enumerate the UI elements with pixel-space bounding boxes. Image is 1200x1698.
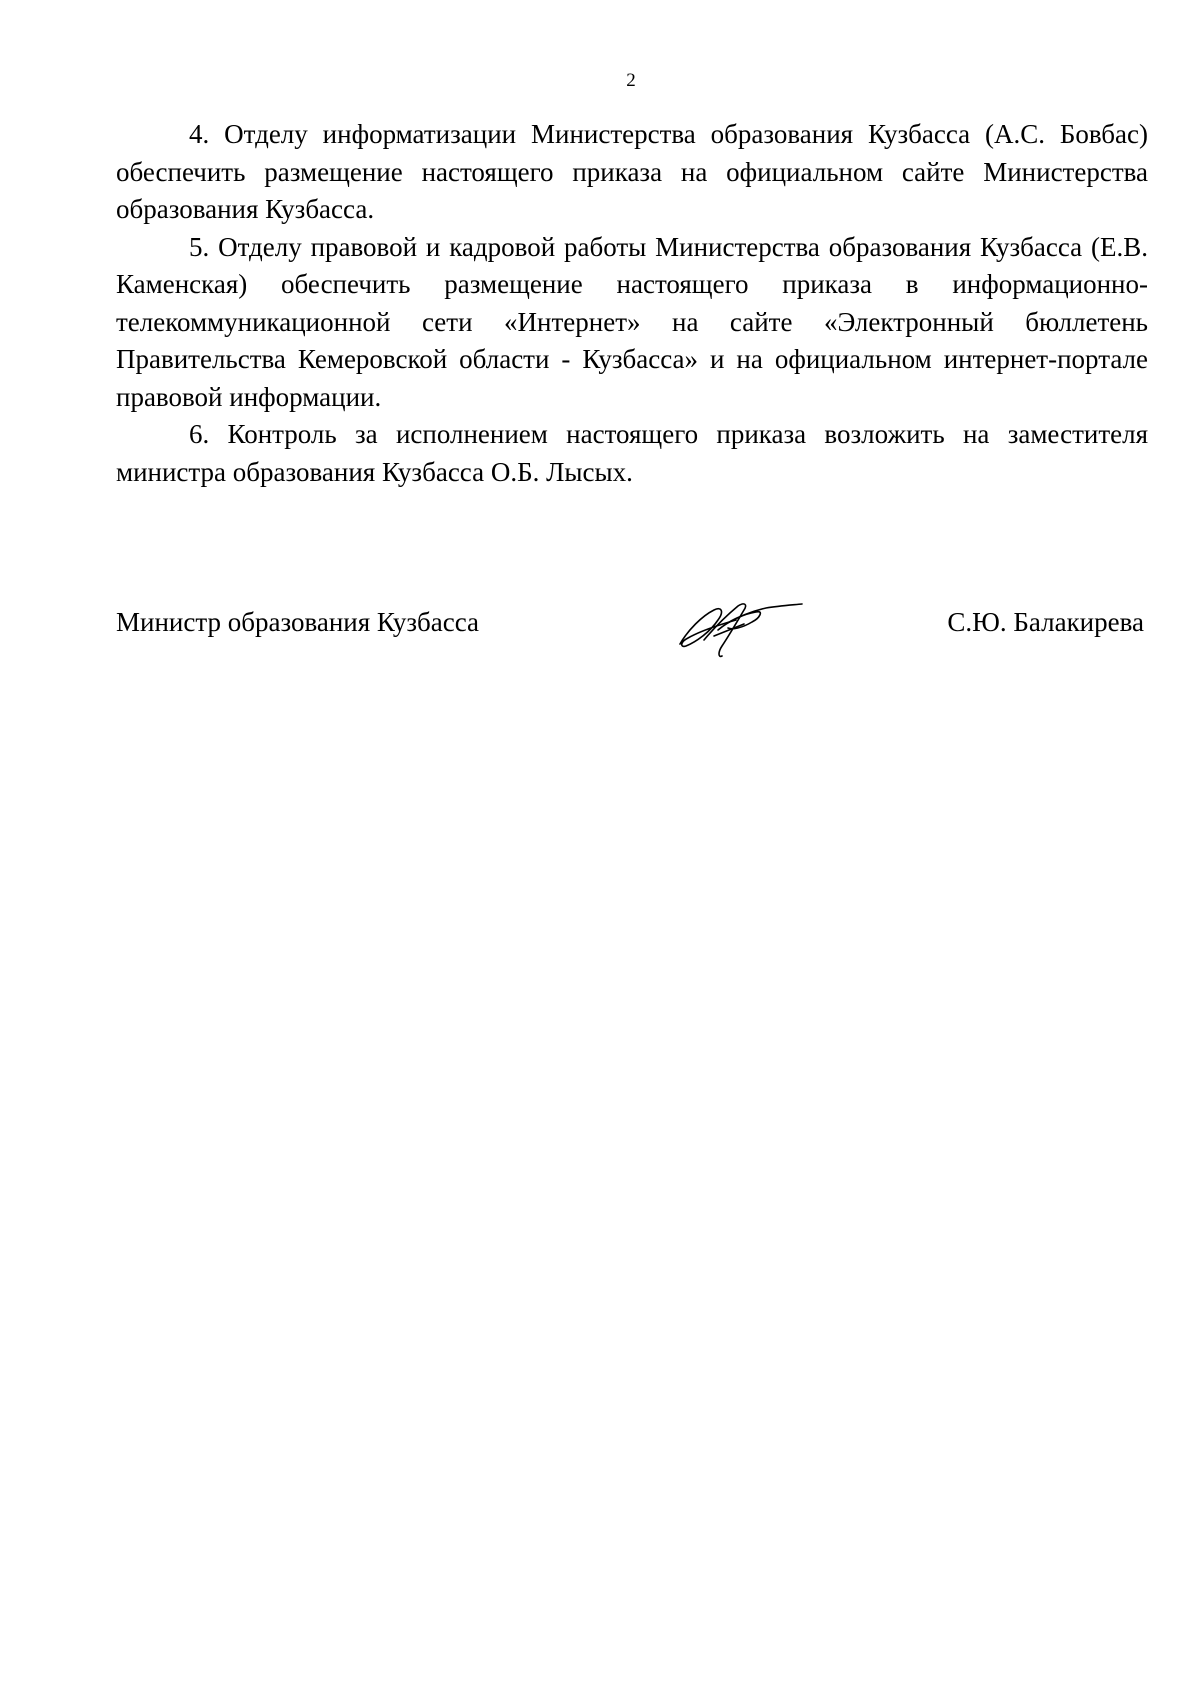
page-number: 2 (626, 70, 636, 91)
handwritten-signature (674, 590, 806, 664)
document-body (116, 116, 1148, 491)
signature-block (116, 590, 1148, 670)
signatory-name: С.Ю. Балакирева (947, 607, 1144, 637)
paragraph-6: 6. Контроль за исполнением настоящего приказа возложить на заместителя министра образования Кузбасса О.Б. Лысых. (116, 419, 1148, 487)
paragraph-4: 4. Отделу информатизации Министерства образования Кузбасса (А.С. Бовбас) обеспечить размещение настоящего приказа на официальном сайте Министерства образования Кузбасса. (116, 119, 1148, 224)
signatory-title: Министр образования Кузбасса (116, 607, 480, 637)
paragraph-5: 5. Отделу правовой и кадровой работы Министерства образования Кузбасса (Е.В. Каменская) обеспечить размещение настоящего приказа в информационно-телекоммуникационной сети «Интернет» на сайте «Электронный бюллетень Правительства Кемеровской области - Кузбасса» и на официальном интернет-портале правовой информации. (116, 231, 1148, 412)
